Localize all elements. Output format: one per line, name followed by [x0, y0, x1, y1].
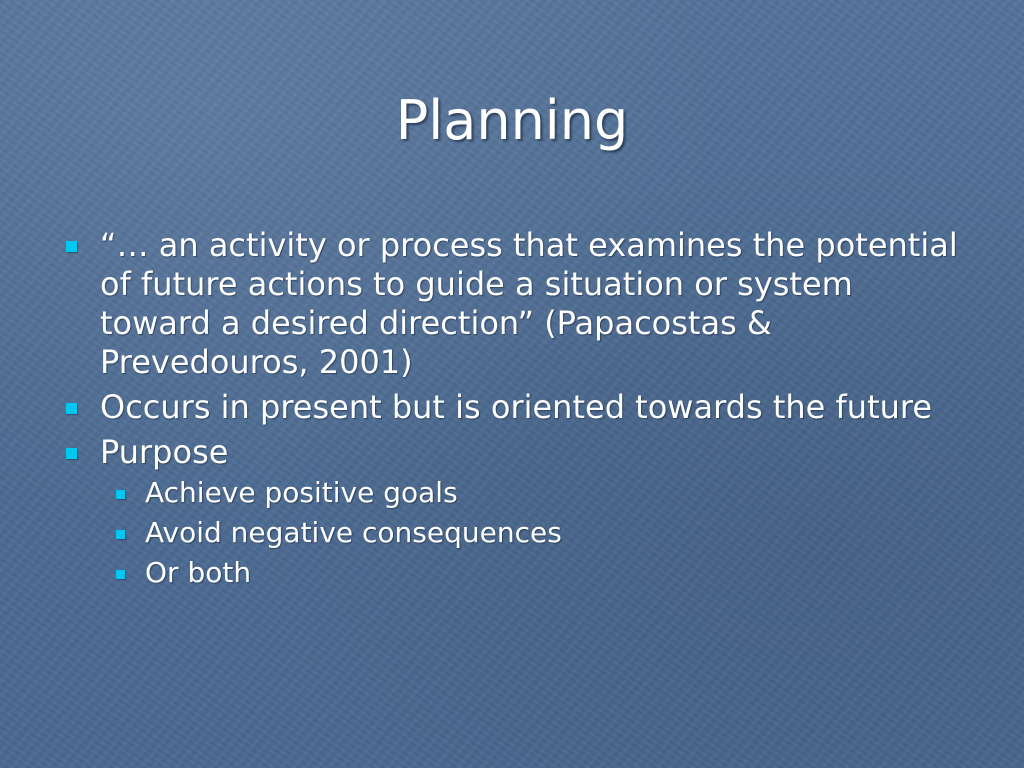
slide-title: Planning [395, 89, 629, 152]
bullet-text: Occurs in present but is oriented towards the future [100, 388, 933, 426]
sub-bullet-text: Or both [145, 556, 252, 589]
square-bullet-icon [116, 530, 125, 539]
square-bullet-icon [116, 490, 125, 499]
bullet-item-occurs [62, 388, 967, 427]
bullet-item-purpose [62, 433, 967, 590]
square-bullet-icon [116, 570, 125, 579]
sub-bullet-item [110, 476, 967, 510]
slide-content [62, 226, 967, 596]
sub-bullet-text: Avoid negative consequences [145, 516, 562, 549]
sub-bullet-text: Achieve positive goals [145, 476, 458, 509]
square-bullet-icon [66, 403, 77, 414]
bullet-list [62, 226, 967, 590]
sub-bullet-item [110, 516, 967, 550]
sub-bullet-list [100, 476, 967, 590]
square-bullet-icon [66, 448, 77, 459]
bullet-item-definition [62, 226, 967, 382]
bullet-text: Purpose [100, 433, 229, 471]
bullet-text: “… an activity or process that examines the potential of future actions to guide a situation or system toward a desired direction” (Papacostas & Prevedouros, 2001) [100, 226, 958, 381]
sub-bullet-item [110, 556, 967, 590]
square-bullet-icon [66, 241, 77, 252]
